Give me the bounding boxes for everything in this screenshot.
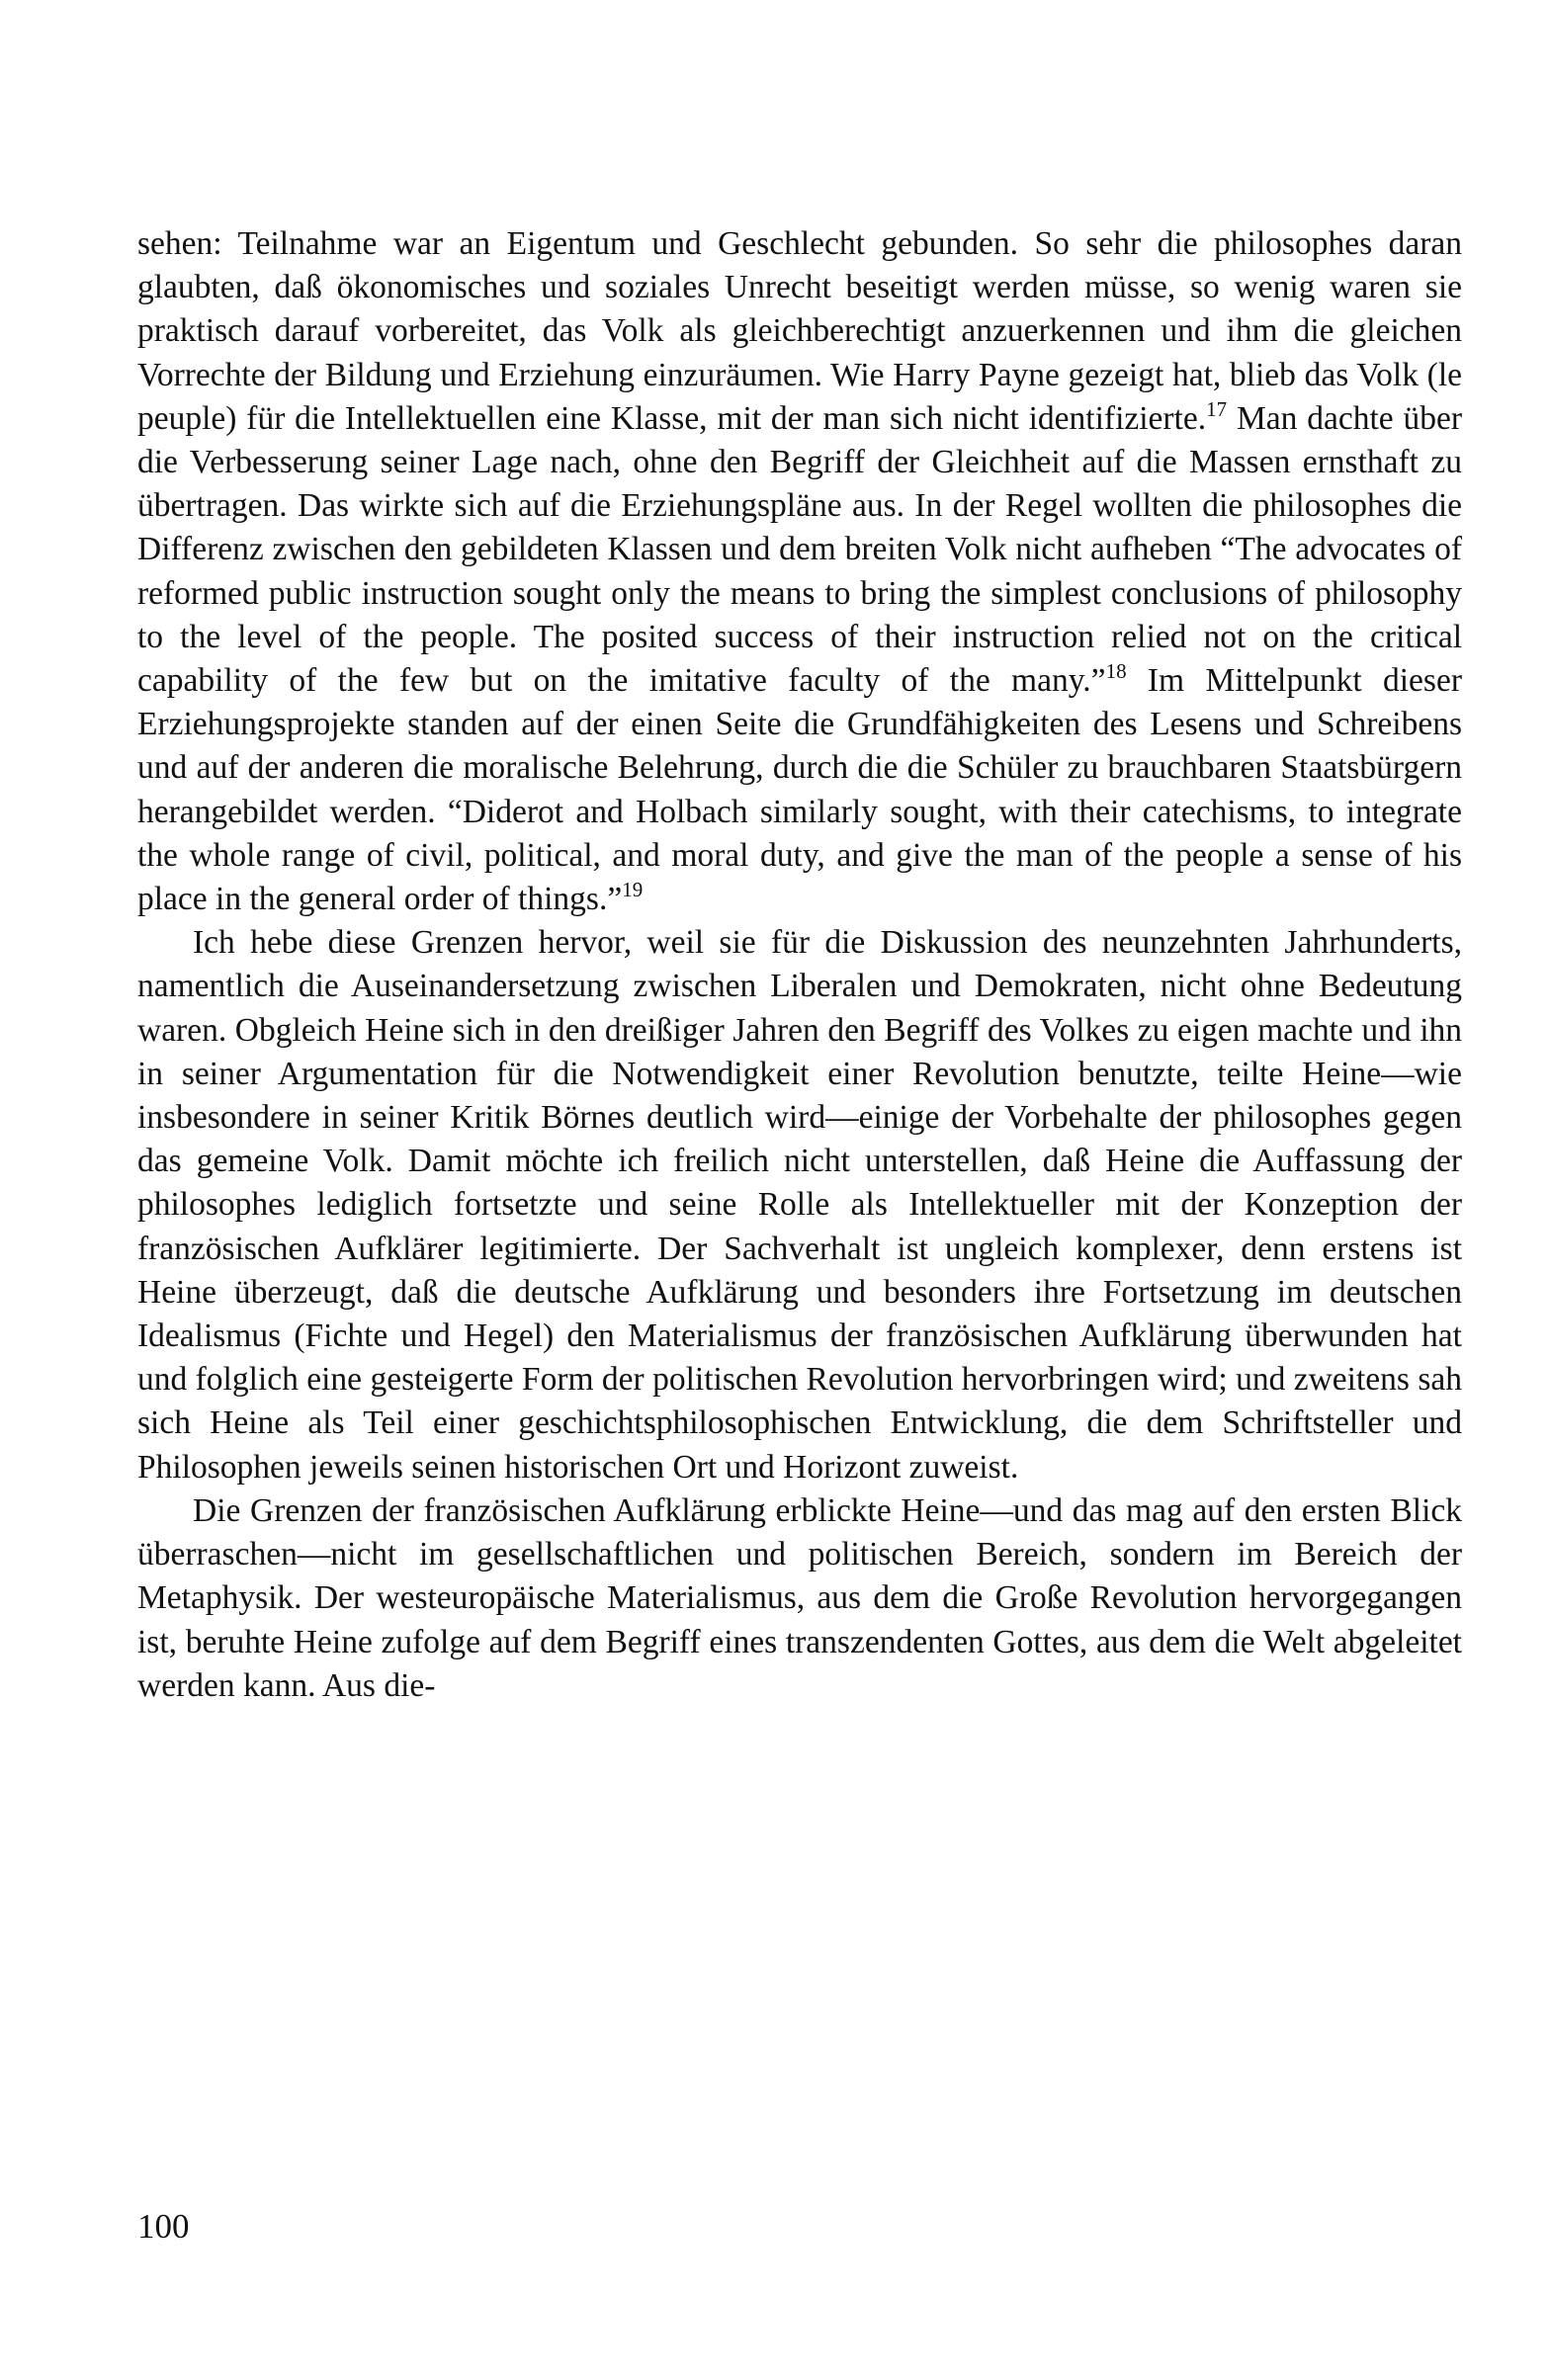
paragraph-1 — [137, 222, 1462, 921]
footnote-ref-17: 17 — [1206, 396, 1228, 421]
paragraph-1-part-2: Man dachte über die Verbesserung seiner Lage nach, ohne den Begriff der Gleichheit auf die Massen ernsthaft zu übertragen. Das wirkte sich auf die Erziehungspläne aus. In der Regel wollten die philosophes die Differenz zwischen den gebildeten Klassen und dem breiten Volk nicht aufheben “The advocates of reformed public instruction sought only the means to bring the simplest conclusions of philosophy to the level of the people. The posited success of their instruction relied not on the critical capability of the few but on the imitative faculty of the many.” — [137, 399, 1462, 700]
paragraph-2: Ich hebe diese Grenzen hervor, weil sie für die Diskussion des neunzehnten Jahrhunderts, namentlich die Auseinandersetzung zwischen Liberalen und Demokraten, nicht ohne Bedeutung waren. Obgleich Heine sich in den dreißiger Jahren den Begriff des Volkes zu eigen machte und ihn in seiner Argumentation für die Notwendigkeit einer Revolution benutzte, teilte Heine—wie insbesondere in seiner Kritik Börnes deutlich wird—einige der Vorbehalte der philosophes gegen das gemeine Volk. Damit möchte ich freilich nicht unterstellen, daß Heine die Auffassung der philosophes lediglich fortsetzte und seine Rolle als Intellektueller mit der Konzeption der französischen Aufklärer legitimierte. Der Sachverhalt ist ungleich komplexer, denn erstens ist Heine überzeugt, daß die deutsche Aufklärung und besonders ihre Fortsetzung im deutschen Idealismus (Fichte und Hegel) den Materialismus der französischen Aufklärung überwunden hat und folglich eine gesteigerte Form der politischen Revolution hervorbringen wird; und zweitens sah sich Heine als Teil einer geschichtsphilosophischen Entwicklung, die dem Schriftsteller und Philosophen jeweils seinen historischen Ort und Horizont zuweist. — [137, 924, 1462, 1486]
footnote-ref-19: 19 — [622, 878, 644, 902]
footnote-ref-18: 18 — [1105, 659, 1127, 684]
page-number: 100 — [137, 2207, 190, 2246]
paragraph-1-part-1: sehen: Teilnahme war an Eigentum und Geschlecht gebunden. So sehr die philosophes daran glaubten, daß ökonomisches und soziales Unrecht beseitigt werden müsse, so wenig waren sie praktisch darauf vorbereitet, das Volk als gleichberechtigt anzuerkennen und ihm die gleichen Vorrechte der Bildung und Erziehung einzuräumen. Wie Harry Payne gezeigt hat, blieb das Volk (le peuple) für die Intellektuellen eine Klasse, mit der man sich nicht identifizierte. — [137, 225, 1462, 437]
body-text — [137, 222, 1462, 1708]
paragraph-1-part-3: Im Mittelpunkt dieser Erziehungsprojekte standen auf der einen Seite die Grundfähigkeiten des Lesens und Schreibens und auf der anderen die moralische Belehrung, durch die die Schüler zu brauchbaren Staatsbürgern herangebildet werden. “Diderot and Holbach similarly sought, with their catechisms, to integrate the whole range of civil, political, and moral duty, and give the man of the people a sense of his place in the general order of things.” — [137, 662, 1462, 918]
paragraph-3: Die Grenzen der französischen Aufklärung erblickte Heine—und das mag auf den ersten Blick überraschen—nicht im gesellschaftlichen und politischen Bereich, sondern im Bereich der Metaphysik. Der westeuropäische Materialismus, aus dem die Große Revolution hervorgegangen ist, beruhte Heine zufolge auf dem Begriff eines transzendenten Gottes, aus dem die Welt abgeleitet werden kann. Aus die- — [137, 1491, 1462, 1704]
